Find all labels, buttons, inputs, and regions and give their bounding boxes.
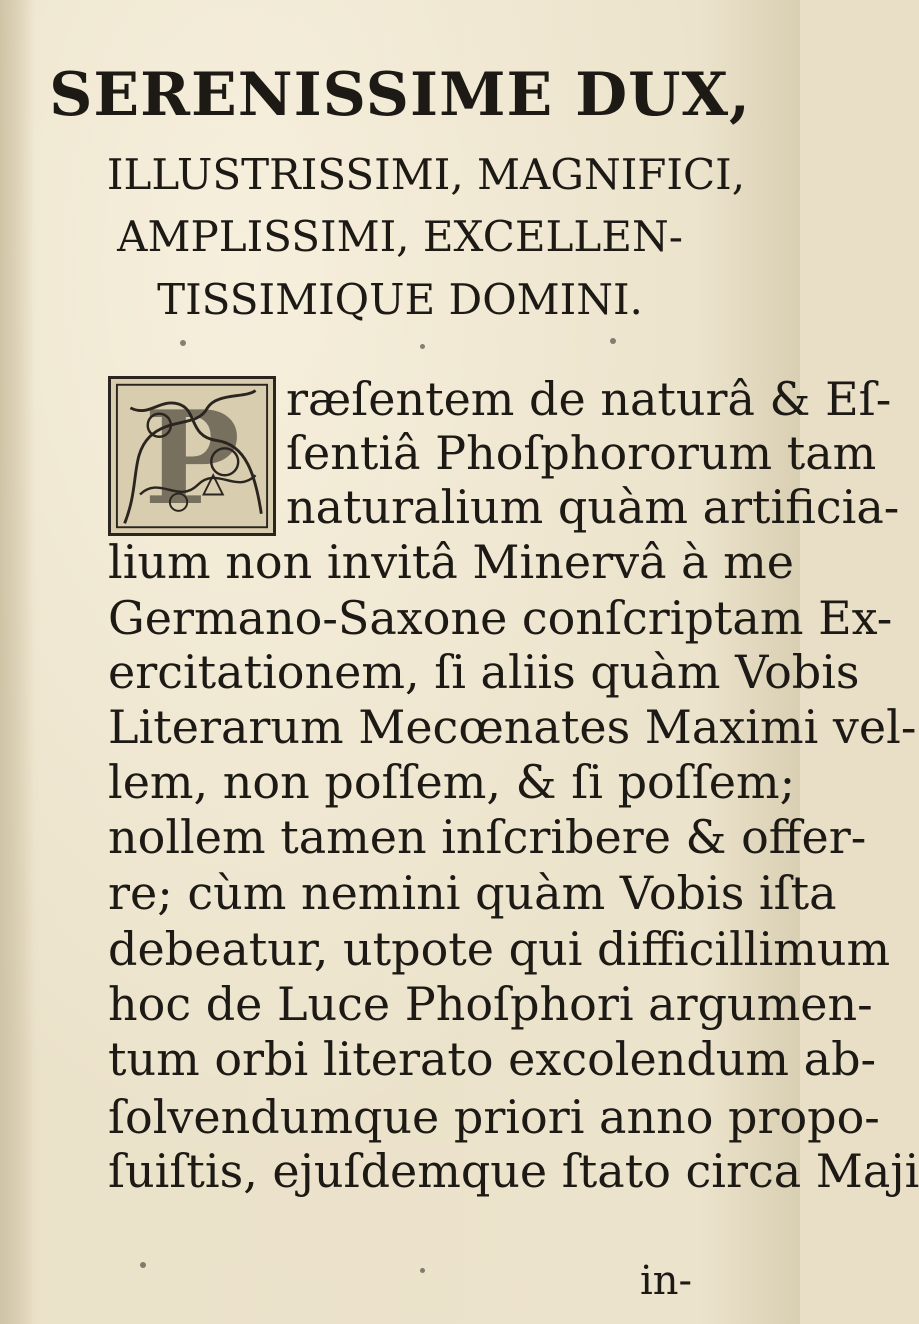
initial-letter: P	[143, 384, 241, 534]
catchword: in-	[640, 1258, 693, 1304]
text-line-7: Literarum Mecœnates Maximi vel-	[108, 700, 917, 754]
text-line-3: naturalium quàm artificia-	[286, 480, 900, 534]
ink-speck	[610, 338, 616, 344]
ink-speck	[140, 1262, 146, 1268]
text-line-10: re; cùm nemini quàm Vobis iſta	[108, 866, 837, 920]
heading-line-4: TISSIMIQUE DOMINI.	[157, 275, 643, 324]
text-line-2: ſentiâ Phoſphororum tam	[286, 426, 877, 480]
text-line-9: nollem tamen inſcribere & offer-	[108, 810, 867, 864]
ink-speck	[180, 340, 186, 346]
text-line-13: tum orbi literato excolendum ab-	[108, 1032, 877, 1086]
text-line-14: ſolvendumque priori anno propo-	[108, 1090, 880, 1144]
text-line-11: debeatur, utpote qui difficillimum	[108, 922, 891, 976]
heading-line-2: ILLUSTRISSIMI, MAGNIFICI,	[106, 150, 746, 199]
text-line-8: lem, non poſſem, & ſi poſſem;	[108, 755, 796, 809]
heading-line-1: SERENISSIME DUX,	[49, 60, 751, 130]
text-line-15: ſuiſtis, ejuſdemque ſtato circa Maji	[108, 1144, 919, 1198]
text-line-6: ercitationem, ſi aliis quàm Vobis	[108, 645, 860, 699]
text-line-1: ræſentem de naturâ & Eſ-	[286, 372, 892, 426]
text-line-5: Germano-Saxone conſcriptam Ex-	[108, 591, 893, 645]
text-line-4: lium non invitâ Minervâ à me	[108, 535, 795, 589]
ink-speck	[420, 1268, 425, 1273]
decorated-initial	[108, 376, 276, 536]
heading-line-3: AMPLISSIMI, EXCELLEN-	[117, 212, 683, 261]
text-line-12: hoc de Luce Phoſphori argumen-	[108, 977, 873, 1031]
ink-speck	[420, 344, 425, 349]
